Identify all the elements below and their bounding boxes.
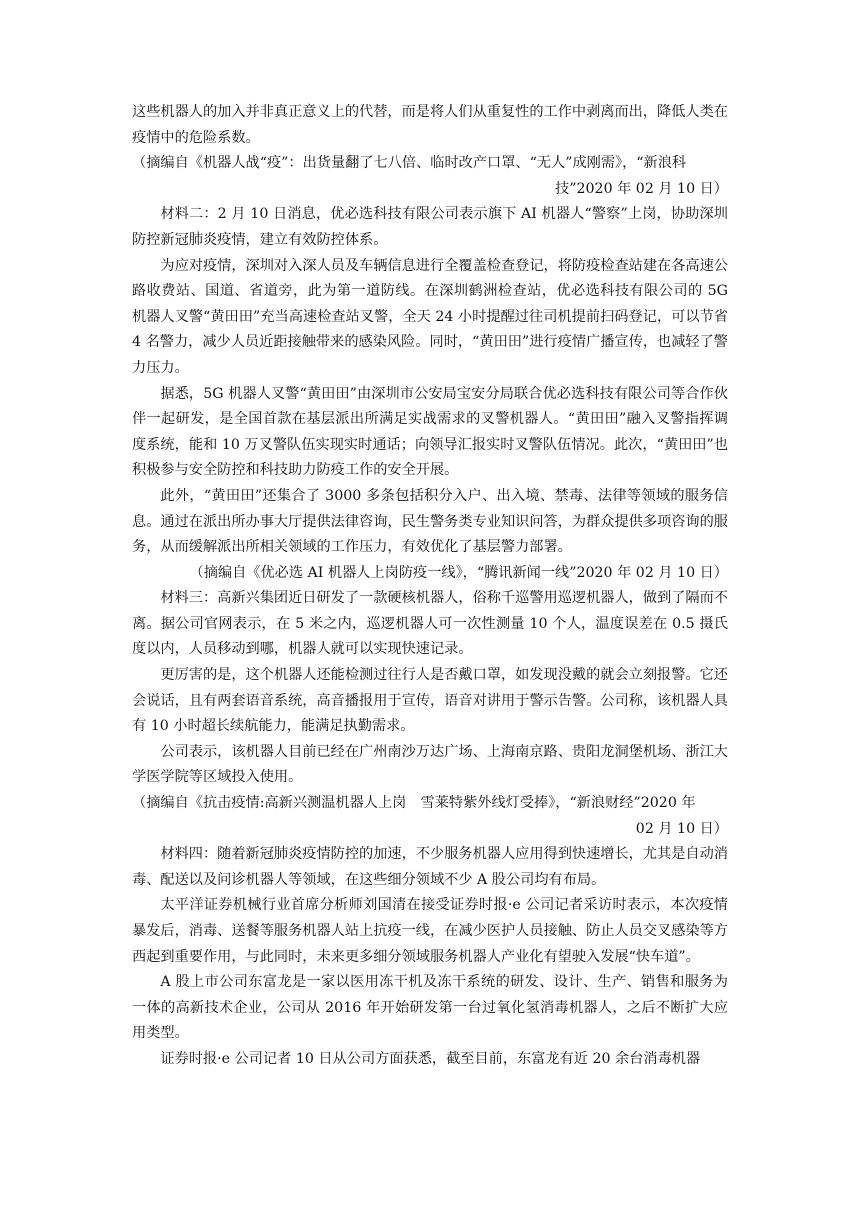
material-4-paragraph-1: 太平洋证券机械行业首席分析师刘国清在接受证券时报·e 公司记者采访时表示，本次疫情暴发后，消毒、送餐等服务机器人站上抗疫一线，在减少医护人员接触、防止人员交叉感染等方西起到重要作用，与此同时，未来更多细分领域服务机器人产业化有望驶入发展“快车道”。 <box>132 897 728 965</box>
source-citation-1-end: 技”2020 年 02 月 10 日） <box>555 180 728 197</box>
material-4-heading-paragraph: 材料四：随着新冠肺炎疫情防控的加速，不少服务机器人应用得到快速增长，尤其是自动消毒、配送以及问诊机器人等领域，在这些细分领域不少 A 股公司均有布局。 <box>132 846 728 888</box>
paragraph-intro-continued: 这些机器人的加入并非真正意义上的代替，而是将人们从重复性的工作中剥离而出，降低人类在疫情中的危险系数。 <box>132 104 728 146</box>
material-2-heading-paragraph: 材料二：2 月 10 日消息，优必选科技有限公司表示旗下 AI 机器人“警察”上岗，协助深圳防控新冠肺炎疫情，建立有效防控体系。 <box>132 206 728 248</box>
source-citation-3: （摘编自《抗击疫情:高新兴测温机器人上岗 雪莱特紫外线灯受捧》，“新浪财经”2020 年 <box>132 795 696 812</box>
material-4-paragraph-3: 证券时报·e 公司记者 10 日从公司方面获悉，截至目前，东富龙有近 20 余台消毒机器 <box>160 1050 701 1067</box>
source-citation-3-end: 02 月 10 日） <box>635 820 728 837</box>
material-2-paragraph-2: 据悉，5G 机器人叉警“黄田田”由深圳市公安局宝安分局联合优必选科技有限公司等合作伙伴一起研发，是全国首款在基层派出所满足实战需求的叉警机器人。“黄田田”融入叉警指挥调度系统，能和 10 万叉警队伍实现实时通话；向领导汇报实时叉警队伍情况。此次，“黄田田”也积极参与安全防控和科技助力防疫工作的安全开展。 <box>132 385 728 479</box>
material-3-paragraph-1: 更厉害的是，这个机器人还能检测过往行人是否戴口罩，如发现没戴的就会立刻报警。它还会说话，且有两套语音系统，高音播报用于宣传，语音对讲用于警示告警。公司称，该机器人具有 10 小时超长续航能力，能满足执勤需求。 <box>132 667 728 735</box>
material-3-heading-paragraph: 材料三：高新兴集团近日研发了一款硬核机器人，俗称千巡警用巡逻机器人，做到了隔而不离。据公司官网表示，在 5 米之内，巡逻机器人可一次性测量 10 个人，温度误差在 0.5 摄氏度以内，人员移动到哪，机器人就可以实现快速记录。 <box>132 590 728 658</box>
material-2-paragraph-1: 为应对疫情，深圳对入深人员及车辆信息进行全覆盖检查登记，将防疫检查站建在各高速公路收费站、国道、省道旁，此为第一道防线。在深圳鹤洲检查站，优必选科技有限公司的 5G 机器人叉警“黄田田”充当高速检查站叉警，全天 24 小时提醒过往司机提前扫码登记，可以节省 4 名警力，减少人员近距接触带来的感染风险。同时，“黄田田”进行疫情广播宣传，也减轻了警力压力。 <box>132 257 728 376</box>
material-2-paragraph-3: 此外，“黄田田”还集合了 3000 多条包括积分入户、出入境、禁毒、法律等领域的服务信息。通过在派出所办事大厅提供法律咨询，民生警务类专业知识问答，为群众提供多项咨询的服务，从而缓解派出所相关领域的工作压力，有效优化了基层警力部署。 <box>132 487 728 556</box>
material-4-paragraph-2: A 股上市公司东富龙是一家以医用冻干机及冻干系统的研发、设计、生产、销售和服务为一体的高新技术企业，公司从 2016 年开始研发第一台过氧化氢消毒机器人，之后不断扩大应用类型。 <box>132 974 728 1042</box>
material-3-paragraph-2: 公司表示，该机器人目前已经在广州南沙万达广场、上海南京路、贵阳龙洞堡机场、浙江大学医学院等区域投入使用。 <box>132 743 728 786</box>
source-citation-1: （摘编自《机器人战“疫”：出货量翻了七八倍、临时改产口罩、“无人”成刚需》，“新浪科 <box>132 155 687 172</box>
source-citation-2: （摘编自《优必选 AI 机器人上岗防疫一线》，“腾讯新闻一线”2020 年 02 月 10 日） <box>189 564 728 581</box>
document-page <box>132 100 728 1073</box>
